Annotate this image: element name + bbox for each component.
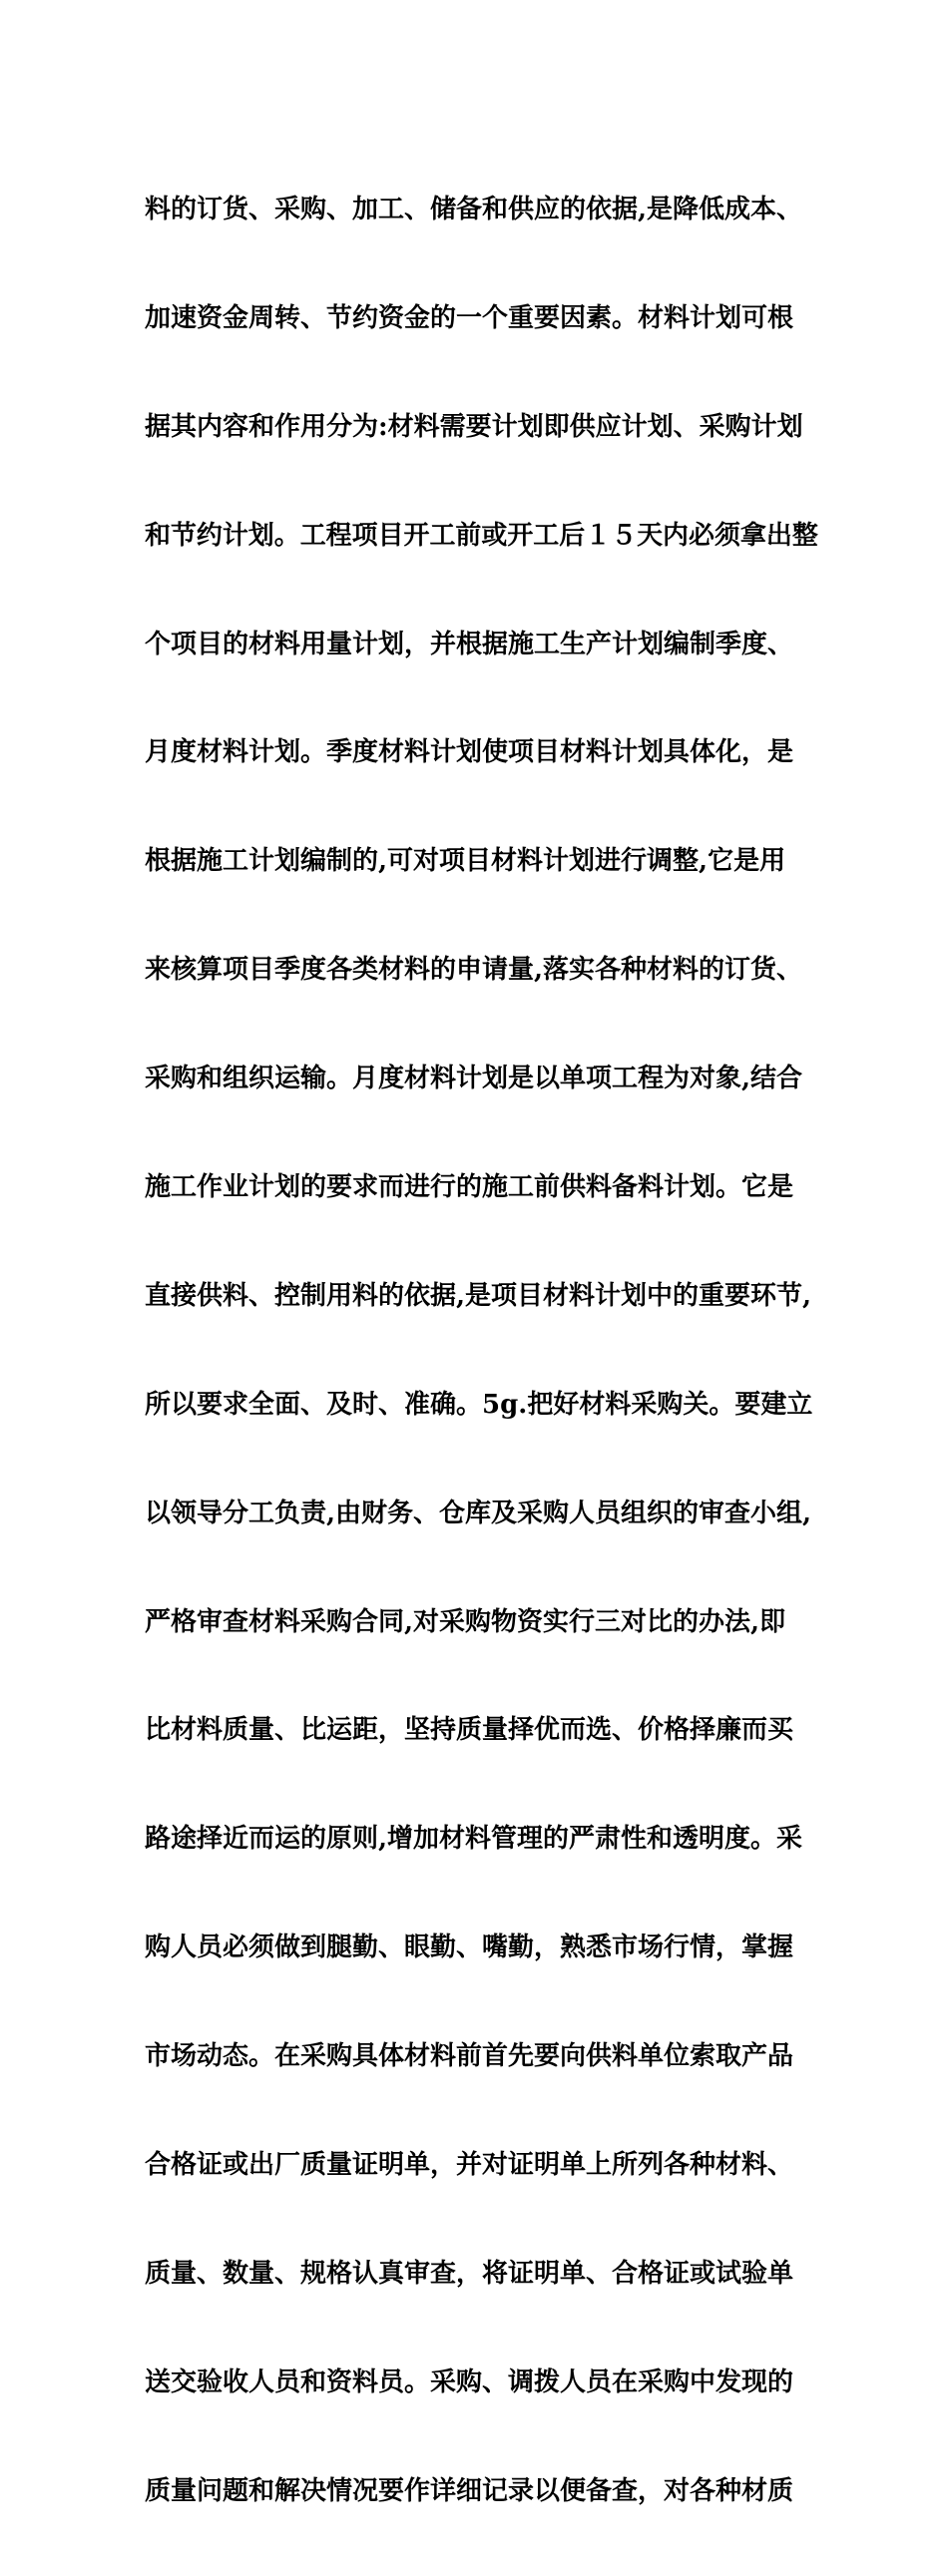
text-line: 送交验收人员和资料员。采购、调拨人员在采购中发现的 [145, 2366, 794, 2397]
text-line: 根据施工计划编制的,可对项目材料计划进行调整,它是用 [145, 846, 786, 877]
body-text [145, 126, 818, 2576]
text-line: 路途择近而运的原则,增加材料管理的严肃性和透明度。采 [145, 1824, 803, 1855]
text-line: 个项目的材料用量计划，并根据施工生产计划编制季度、 [145, 629, 794, 659]
text-line: 所以要求全面、及时、准确。5g.把好材料采购关。要建立 [145, 1389, 813, 1420]
text-line: 加速资金周转、节约资金的一个重要因素。材料计划可根 [145, 302, 794, 333]
text-line: 施工作业计划的要求而进行的施工前供料备料计划。它是 [145, 1172, 794, 1203]
text-line: 采购和组织运输。月度材料计划是以单项工程为对象,结合 [145, 1064, 803, 1094]
text-line: 严格审查材料采购合同,对采购物资实行三对比的办法,即 [145, 1606, 786, 1637]
text-line: 质量、数量、规格认真审查，将证明单、合格证或试验单 [145, 2258, 794, 2289]
text-line: 市场动态。在采购具体材料前首先要向供料单位索取产品 [145, 2041, 794, 2072]
text-line: 购人员必须做到腿勤、眼勤、嘴勤，熟悉市场行情，掌握 [145, 1932, 794, 1963]
text-line: 比材料质量、比运距，坚持质量择优而选、价格择廉而买 [145, 1715, 794, 1746]
text-line: 合格证或出厂质量证明单，并对证明单上所列各种材料、 [145, 2150, 794, 2181]
text-line: 料的订货、采购、加工、储备和供应的依据,是降低成本、 [145, 195, 803, 224]
text-line: 据其内容和作用分为:材料需要计划即供应计划、采购计划 [145, 411, 803, 442]
text-line: 月度材料计划。季度材料计划使项目材料计划具体化，是 [145, 737, 794, 768]
text-line: 来核算项目季度各类材料的申请量,落实各种材料的订货、 [145, 955, 803, 986]
text-line: 和节约计划。工程项目开工前或开工后１５天内必须拿出整 [145, 520, 818, 551]
text-line: 质量问题和解决情况要作详细记录以便备查，对各种材质 [145, 2475, 794, 2506]
text-line: 以领导分工负责,由财务、仓库及采购人员组织的审查小组, [145, 1498, 812, 1528]
text-line: 直接供料、控制用料的依据,是项目材料计划中的重要环节, [145, 1280, 812, 1311]
